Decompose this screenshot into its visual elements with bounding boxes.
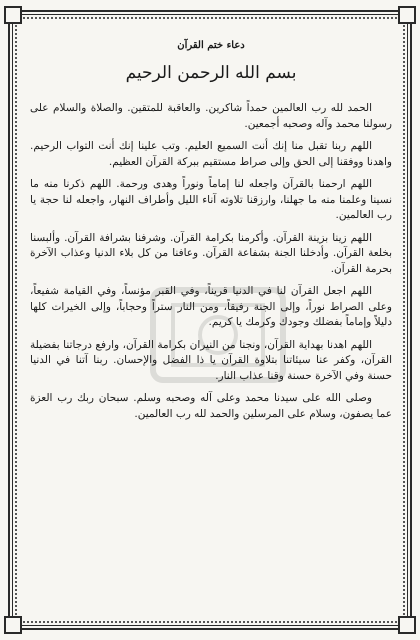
prayer-paragraph: وصلى الله على سيدنا محمد وعلى آله وصحبه وسلم. سبحان ربك رب العزة عما يصفون، وسلام على المرسلين والحمد لله رب العالمين. xyxy=(30,392,392,420)
prayer-paragraph: اللهم ارحمنا بالقرآن واجعله لنا إماماً ونوراً وهدى ورحمة. اللهم ذكرنا منه ما نسينا وعلمنا منه ما جهلنا، وارزقنا تلاوته آناء الليل وأطراف النهار، واجعله لنا حجة يا رب العالمين. xyxy=(30,178,392,221)
prayer-paragraph: اللهم ربنا تقبل منا إنك أنت السميع العليم. وتب علينا إنك أنت التواب الرحيم. واهدنا ووفقنا إلى الحق وإلى صراط مستقيم ببركة القرآن العظيم. xyxy=(30,140,392,168)
corner-ornament xyxy=(4,616,22,634)
prayer-paragraph: اللهم اهدنا بهداية القرآن، ونجنا من النيران بكرامة القرآن، وارفع درجاتنا بفضيلة القرآن، وكفر عنا سيئاتنا بتلاوة القرآن يا ذا الفضل والإحسان. ربنا آتنا في الدنيا حسنة وفي الآخرة حسنة وقنا عذاب النار. xyxy=(30,338,392,382)
basmala-calligraphy: بسم الله الرحمن الرحيم xyxy=(125,63,297,83)
prayer-paragraph: اللهم اجعل القرآن لنا في الدنيا قريناً، وفي القبر مؤنساً، وفي القيامة شفيعاً، وعلى الصراط نوراً، وإلى الجنة رفيقاً، ومن النار ستراً وحجاباً، وإلى الخيرات كلها دليلاً وإماماً بفضلك وجودك وكرمك يا كريم. xyxy=(30,285,392,328)
prayer-paragraph: اللهم زينا بزينة القرآن. وأكرمنا بكرامة القرآن. وشرفنا بشرافة القرآن. وألبسنا بخلعة القرآن. وأدخلنا الجنة بشفاعة القرآن. وعافنا من كل بلاء الدنيا وعذاب الآخرة بحرمة القرآن. xyxy=(30,231,392,275)
corner-ornament xyxy=(398,616,416,634)
page-title: دعاء ختم القرآن xyxy=(177,40,245,51)
corner-ornament xyxy=(398,6,416,24)
page-frame xyxy=(8,10,412,630)
prayer-paragraph: الحمد لله رب العالمين حمداً شاكرين. والعاقبة للمتقين. والصلاة والسلام على رسولنا محمد وآله وصحبه أجمعين. xyxy=(30,102,392,130)
corner-ornament xyxy=(4,6,22,24)
prayer-content xyxy=(30,40,392,614)
